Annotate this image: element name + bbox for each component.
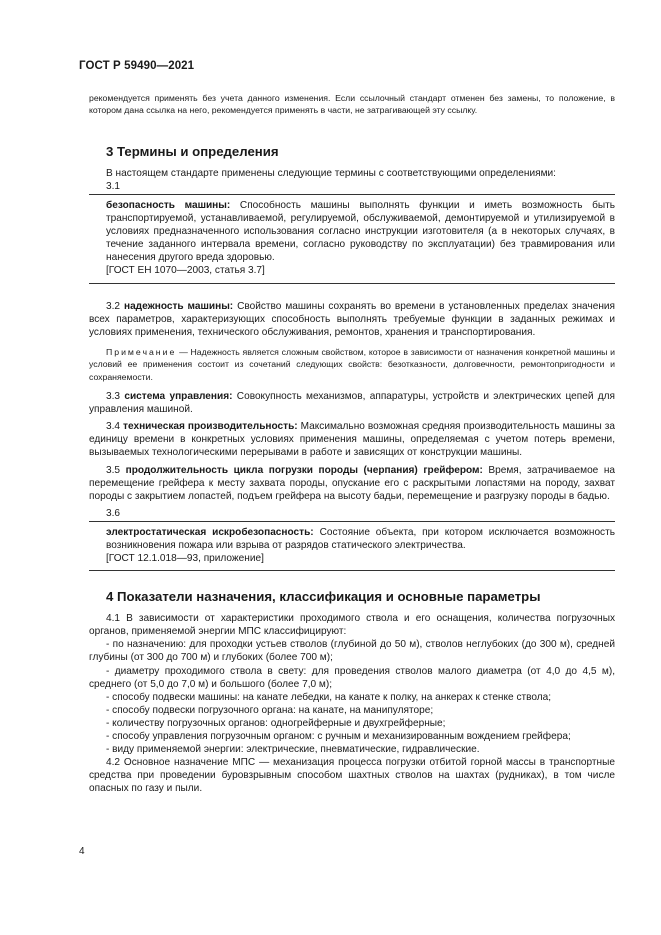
term-3-1-definition [106,199,615,264]
note-text: — Надежность является сложным свойством, которое в зависимости от назначения конкретной машины и условий ее применения состоит из сочетаний следующих свойств: безотказности, долговечности, ремонтопригодности и сохраняемости. [89,346,615,382]
term-3-4-number: 3.4 [106,421,121,433]
term-3-5-number: 3.5 [106,464,121,476]
term-3-2-term: надежность машины: [123,300,234,312]
term-3-3-number: 3.3 [106,391,121,403]
term-3-6-box [89,521,615,571]
note-label: Примечание [106,346,177,357]
term-3-1-reference: [ГОСТ ЕН 1070—2003, статья 3.7] [106,265,265,277]
list-item: - способу подвески погрузочного органа: на канате, на манипуляторе; [106,704,434,716]
section-3-lead: В настоящем стандарте применены следующие термины с соответствующими определениями: [106,167,556,179]
term-3-5 [89,464,615,503]
spacer [89,284,615,294]
term-3-5-term: продолжительность цикла погрузки породы (черпания) грейфером: [125,464,483,476]
term-3-6-term: электростатическая искробезопасность: [106,526,314,538]
standard-header: ГОСТ Р 59490—2021 [79,60,195,72]
section-3-title: 3 Термины и определения [106,143,279,159]
section-3 [89,144,615,571]
list-item: - по назначению: для проходки устьев стволов (глубиной до 50 м), стволов неглубоких (до 300 м), средней глубины (от 300 до 700 м) и глубоких (более 700 м); [89,639,615,664]
list-item: - количеству погрузочных органов: одногрейферные и двухгрейферные; [106,717,446,729]
term-3-6-number: 3.6 [106,507,121,519]
term-3-2-number: 3.2 [106,300,121,312]
term-3-1-term: безопасность машины: [106,200,231,211]
section-4 [89,589,615,795]
page-content [89,92,615,796]
list-item: - способу управления погрузочным органом: с ручным и механизированным вождением грейфера; [106,731,571,743]
intro-paragraph: рекомендуется применять без учета данного изменения. Если ссылочный стандарт отменен без замены, то положение, в котором дана ссылка на него, рекомендуется применять в части, не затрагивающей эту ссылку. [89,93,615,116]
term-3-4-text: Максимально возможная средняя производительность машины за единицу времени в конкретных условиях применения машины, определяемая с учетом потерь времени, вызываемых технологическими перерывами в работе и зависящих от конструкции машины. [89,421,615,459]
page-number: 4 [79,846,85,857]
list-item: - виду применяемой энергии: электрические, пневматические, гидравлические. [106,744,480,756]
list-item: - диаметру проходимого ствола в свету: для проведения стволов малого диаметра (от 4,0 до 4,5 м), среднего (от 5,0 до 7,0 м) и большого (более 7,0 м); [89,665,615,690]
term-3-6-definition [106,526,615,552]
term-3-3-term: система управления: [124,391,233,403]
term-3-1-text: Способность машины выполнять функции и иметь возможность быть транспортируемой, устанавливаемой, регулируемой, обслуживаемой, демонтируемой и утилизируемой в условиях предназначенного использования согласно инструкции изготовителя (а в некоторых случаях, в течение заданного интервала времени, согласно руководству по эксплуатации) без травмирования или нанесения другого вреда здоровью. [106,200,615,264]
term-3-6-text: Состояние объекта, при котором исключается возможность возникновения пожара или взрыва от разрядов статического электричества. [106,526,615,551]
term-3-5-text: Время, затрачиваемое на перемещение грейфера к месту захвата породы, опускание его с раскрытыми лопастями на породу, захват породы с закрытием лопастей, подъем грейфера на высоту бадьи, перемещение и разгрузку породы в бадью. [89,464,616,502]
term-3-3-text: Совокупность механизмов, аппаратуры, устройств и электрических цепей для управления машиной. [89,391,616,416]
term-3-2 [89,300,615,339]
term-3-2-text: Свойство машины сохранять во времени в установленных пределах значения всех параметров, характеризующих способность выполнять требуемые функции в заданных режимах и условиях применения, технического обслуживания, ремонтов, хранения и транспортирования. [89,300,615,338]
paragraph-4-2: 4.2 Основное назначение МПС — механизация процесса погрузки отбитой горной массы в транспортные средства при проведении буровзрывным способом шахтных стволов на шахтах (рудниках), в том числе опасных по газу и пыли. [89,757,615,795]
term-3-1-box [89,194,615,284]
paragraph-4-1: 4.1 В зависимости от характеристики проходимого ствола и его оснащения, количества погрузочных органов, применяемой энергии МПС классифицируют: [89,613,615,638]
term-3-4-term: техническая производительность: [123,421,298,433]
list-item: - способу подвески машины: на канате лебедки, на канате к полку, на анкерах к стенке ствола; [106,691,552,703]
section-4-title: 4 Показатели назначения, классификация и основные параметры [106,589,541,605]
term-3-3 [89,390,615,416]
term-3-1-number: 3.1 [106,180,121,192]
term-3-6-reference: [ГОСТ 12.1.018—93, приложение] [106,553,264,565]
note-paragraph [89,346,615,383]
term-3-4 [89,420,615,459]
